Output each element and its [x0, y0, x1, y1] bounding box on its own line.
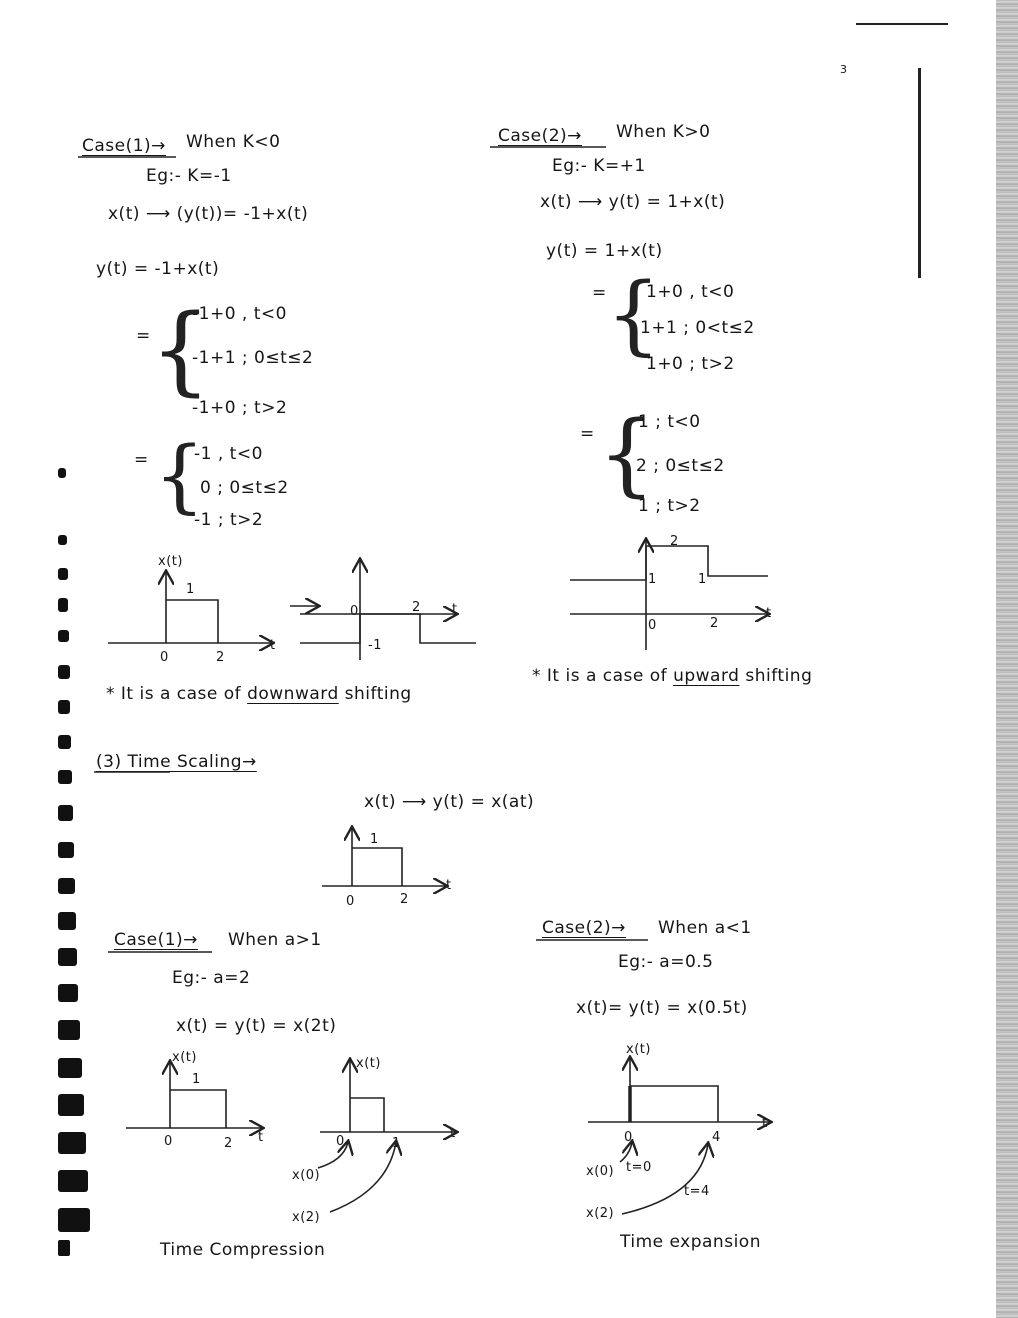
case2-scale-arrow-x0	[620, 1142, 632, 1162]
case2-shift-graph-level-left: 1	[648, 572, 657, 587]
case2-scale-note-t0: t=0	[626, 1160, 652, 1175]
case2-shift-result-1: 1 ; t<0	[638, 412, 701, 432]
case2-shift-graph-zero: 0	[648, 618, 657, 633]
case2-scale-graph-xaxis: t	[762, 1116, 768, 1131]
case1-scale-graph2-xaxis: t	[450, 1126, 456, 1141]
case1-shift-title: Case(1)→	[82, 136, 166, 156]
case2-shift-piece-3: 1+0 ; t>2	[646, 354, 735, 374]
case2-scale-arrow-x2	[622, 1144, 708, 1214]
case1-shift-graph1-x0: 0	[160, 650, 169, 665]
case2-shift-eq-sign-2: =	[580, 424, 595, 444]
case1-shift-result-3: -1 ; t>2	[194, 510, 264, 530]
case1-scale-graph2-ylabel: x(t)	[356, 1056, 381, 1071]
case2-scale-equation: x(t)= y(t) = x(0.5t)	[576, 998, 748, 1018]
case1-shift-graph1-level: 1	[186, 582, 195, 597]
case1-shift-brace-2: {	[154, 429, 205, 522]
case2-scale-note-t4: t=4	[684, 1184, 710, 1199]
case1-shift-eq-sign-2: =	[134, 450, 149, 470]
time-scaling-heading: (3) Time Scaling→	[96, 752, 257, 772]
case1-shift-piece-1: -1+0 , t<0	[192, 304, 287, 324]
case1-scale-arrow-x2	[330, 1142, 396, 1212]
time-scaling-graph-two: 2	[400, 892, 409, 907]
case1-shift-graph1	[108, 572, 272, 643]
case2-shift-graph-two: 2	[710, 616, 719, 631]
case1-scale-caption: Time Compression	[160, 1240, 326, 1260]
case2-shift-example: Eg:- K=+1	[552, 156, 646, 176]
case1-scale-graph1-ylabel: x(t)	[172, 1050, 197, 1065]
case2-scale-note-x2: x(2)	[586, 1206, 615, 1221]
case2-shift-title: Case(2)→	[498, 126, 582, 146]
case1-scale-graph1-zero: 0	[164, 1134, 173, 1149]
case2-shift-result-2: 2 ; 0≤t≤2	[636, 456, 725, 476]
case1-shift-graph2-zero: 0	[350, 604, 359, 619]
case2-scale-note-x0: x(0)	[586, 1164, 615, 1179]
case2-shift-eq-sign: =	[592, 283, 607, 303]
case1-scale-condition: When a>1	[228, 930, 322, 950]
case1-shift-graph2	[290, 560, 476, 660]
case1-shift-condition: When K<0	[186, 132, 281, 152]
time-scaling-graph	[322, 828, 446, 886]
case2-shift-piece-1: 1+0 , t<0	[646, 282, 735, 302]
case1-shift-graph1-x2: 2	[216, 650, 225, 665]
case2-shift-result-3: 1 ; t>2	[638, 496, 701, 516]
case1-scale-graph1-xaxis: t	[258, 1130, 264, 1145]
binding-holes	[58, 468, 90, 1256]
case1-shift-result-2: 0 ; 0≤t≤2	[200, 478, 289, 498]
case2-shift-conclusion-prefix: * It is a case of	[532, 666, 668, 686]
case2-scale-title: Case(2)→	[542, 918, 626, 938]
case2-shift-brace-2: {	[598, 402, 656, 507]
time-scaling-graph-zero: 0	[346, 894, 355, 909]
case1-scale-graph1-level: 1	[192, 1072, 201, 1087]
case2-scale-graph-ylabel: x(t)	[626, 1042, 651, 1057]
case1-scale-equation: x(t) = y(t) = x(2t)	[176, 1016, 337, 1036]
case2-shift-graph-level-top: 2	[670, 534, 679, 549]
case2-scale-condition: When a<1	[658, 918, 752, 938]
case1-shift-graph2-level: -1	[368, 638, 382, 653]
case2-shift-condition: When K>0	[616, 122, 711, 142]
time-scaling-graph-level: 1	[370, 832, 379, 847]
case2-scale-graph-zero: 0	[624, 1130, 633, 1145]
case2-shift-conclusion-key: upward	[673, 666, 740, 686]
case2-shift-graph-xaxis: t	[766, 606, 772, 621]
page-number: 3	[840, 63, 848, 76]
case2-shift-graph-level-right: 1	[698, 572, 707, 587]
case1-shift-graph2-two: 2	[412, 600, 421, 615]
case1-shift-graph1-xaxis: t	[270, 638, 276, 653]
case1-scale-graph2-one: 1	[392, 1136, 401, 1151]
case1-shift-example: Eg:- K=-1	[146, 166, 232, 186]
case1-scale-note-x0: x(0)	[292, 1168, 321, 1183]
case2-shift-equation: y(t) = 1+x(t)	[546, 241, 663, 261]
case1-scale-graph2-zero: 0	[336, 1134, 345, 1149]
case1-shift-equation: y(t) = -1+x(t)	[96, 259, 220, 279]
case1-shift-brace-1: {	[150, 294, 212, 406]
case1-shift-conclusion-suffix: shifting	[344, 684, 412, 704]
case2-shift-brace-1: {	[606, 265, 661, 365]
case1-scale-graph2	[318, 1060, 456, 1212]
case1-shift-eq-sign: =	[136, 326, 151, 346]
case1-shift-conclusion-key: downward	[247, 684, 339, 704]
case1-scale-arrow-x0	[318, 1142, 348, 1168]
case1-scale-note-x2: x(2)	[292, 1210, 321, 1225]
case2-scale-graph-four: 4	[712, 1130, 721, 1145]
time-scaling-graph-xaxis: t	[446, 878, 452, 893]
case1-shift-mapping: x(t) ⟶ (y(t))= -1+x(t)	[108, 204, 309, 224]
case1-shift-conclusion-prefix: * It is a case of	[106, 684, 242, 704]
case1-shift-graph1-ylabel: x(t)	[158, 554, 183, 569]
case1-shift-piece-2: -1+1 ; 0≤t≤2	[192, 348, 314, 368]
case2-scale-example: Eg:- a=0.5	[618, 952, 714, 972]
case2-scale-graph	[588, 1058, 770, 1214]
case2-scale-caption: Time expansion	[620, 1232, 761, 1252]
case2-shift-piece-2: 1+1 ; 0<t≤2	[640, 318, 755, 338]
case1-scale-title: Case(1)→	[114, 930, 198, 950]
case1-scale-example: Eg:- a=2	[172, 968, 251, 988]
case2-shift-mapping: x(t) ⟶ y(t) = 1+x(t)	[540, 192, 726, 212]
time-scaling-mapping: x(t) ⟶ y(t) = x(at)	[364, 792, 535, 812]
case1-shift-result-1: -1 , t<0	[194, 444, 263, 464]
case2-shift-graph	[570, 540, 768, 650]
case1-scale-graph1	[126, 1062, 262, 1128]
case1-scale-graph1-two: 2	[224, 1136, 233, 1151]
case2-shift-conclusion-suffix: shifting	[745, 666, 813, 686]
case1-shift-graph2-xaxis: t	[452, 602, 458, 617]
case1-shift-piece-3: -1+0 ; t>2	[192, 398, 288, 418]
